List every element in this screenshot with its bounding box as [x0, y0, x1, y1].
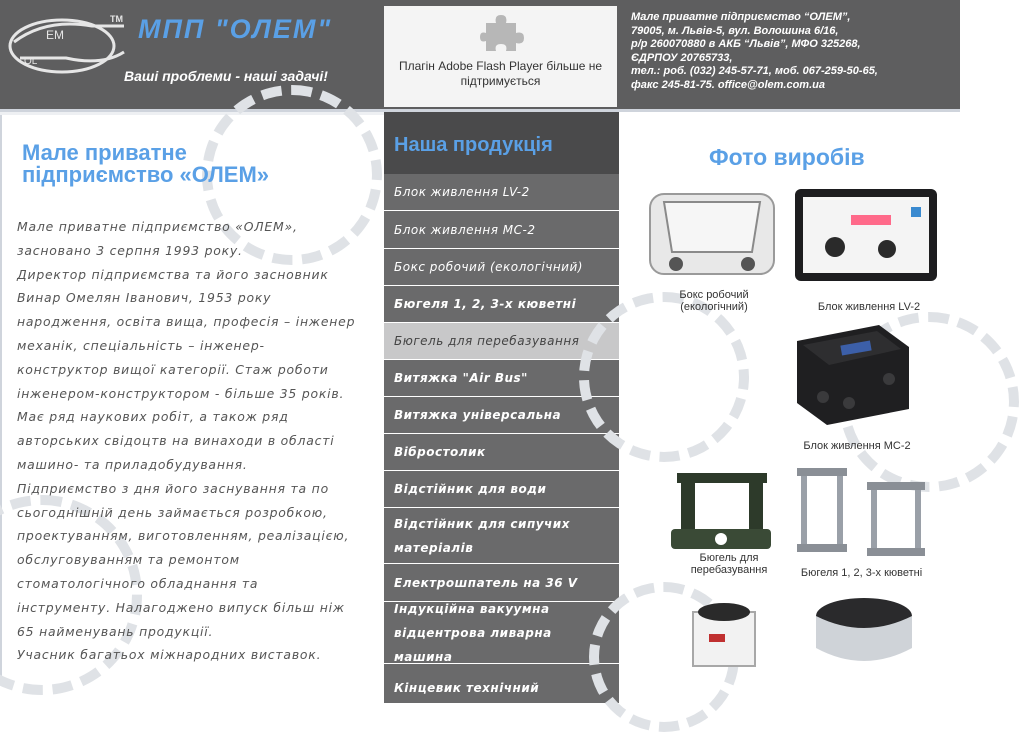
- nav-item-label: Електрошпатель на 36 V: [394, 575, 578, 590]
- about-line: машино- та приладобудування.: [17, 456, 248, 472]
- site-header: [0, 0, 960, 112]
- nav-item-end-switch[interactable]: [384, 664, 619, 704]
- photo-caption: Бюгеля 1, 2, 3-х кюветні: [800, 567, 923, 579]
- nav-item-label: Бюгеля 1, 2, 3-х кюветні: [394, 297, 577, 311]
- photo-power-mc2[interactable]: [789, 317, 914, 427]
- about-line: Винар Омелян Іванович, 1953 року: [17, 290, 272, 306]
- contact-line: факс 245-81-75. office@olem.com.ua: [631, 78, 825, 91]
- nav-item-label: Індукційна вакуумна відцентрова ливарна машина: [394, 601, 552, 664]
- photo-white-device[interactable]: [689, 594, 759, 669]
- nav-item-label: Блок живлення LV-2: [394, 185, 530, 199]
- about-line: стоматологічного обладнання та: [17, 575, 259, 591]
- products-nav-header: [384, 112, 619, 174]
- about-title-line: Мале приватне: [22, 140, 187, 165]
- olem-logo[interactable]: [6, 12, 128, 76]
- photos-title: Фото виробів: [709, 144, 865, 170]
- contact-line: тел.: роб. (032) 245-57-71, моб. 067-259-50-65,: [631, 65, 878, 77]
- about-line: проектуванням, виготовленням, реалізацією,: [17, 528, 350, 544]
- about-line: інженером-конструктором - більше 35 років.: [17, 385, 345, 401]
- svg-text:EM: EM: [46, 28, 64, 42]
- about-line: сьогоднішній день займається розробкою,: [17, 504, 328, 520]
- nav-item-box[interactable]: [384, 249, 619, 286]
- puzzle-plugin-icon: [480, 11, 522, 53]
- photo-round-device[interactable]: [809, 590, 919, 675]
- about-line: авторських свідоцтв на винаходи в області: [17, 433, 335, 449]
- nav-item-vibrotable[interactable]: [384, 434, 619, 471]
- nav-item-water-trap[interactable]: [384, 471, 619, 508]
- about-line: Учасник багатьох міжнародних виставок.: [17, 647, 322, 663]
- about-title-line: підприємство «ОЛЕМ»: [22, 162, 270, 187]
- about-line: механік, спеціальність – інженер-: [17, 337, 265, 353]
- nav-item-lv2[interactable]: [384, 174, 619, 211]
- photo-bugel-123[interactable]: [791, 464, 931, 559]
- photos-section: [619, 112, 960, 682]
- products-nav-title: Наша продукція: [394, 134, 553, 156]
- contact-line: 79005, м. Львів-5, вул. Волошина 6/16,: [631, 24, 839, 37]
- about-line: Підприємство з дня його заснування та по: [17, 480, 329, 496]
- nav-item-label: Бокс робочий (екологічний): [394, 260, 583, 274]
- nav-item-label: Бюгель для перебазування: [394, 334, 580, 348]
- photo-power-lv2[interactable]: [791, 185, 941, 285]
- about-line: Має ряд наукових робіт, а також ряд: [17, 409, 289, 425]
- flash-placeholder: [384, 6, 617, 107]
- about-line: Мале приватне підприємство «ОЛЕМ»,: [17, 219, 298, 234]
- about-line: народження, освіта вища, професія – інженер: [17, 314, 356, 330]
- nav-item-label: Вібростолик: [394, 445, 486, 459]
- about-line: Директор підприємства та його засновник: [17, 266, 329, 282]
- about-line: інструменту. Налагоджено випуск більш ніж: [17, 599, 345, 615]
- svg-text:OL: OL: [24, 56, 38, 67]
- nav-item-label: Відстійник для води: [394, 482, 547, 496]
- nav-item-bulk-trap[interactable]: [384, 508, 619, 564]
- svg-text:TM: TM: [110, 14, 123, 24]
- contact-line: Мале приватне підприємство “ОЛЕМ”,: [631, 11, 851, 23]
- photo-work-box[interactable]: [642, 182, 782, 282]
- about-line: засновано 3 серпня 1993 року.: [17, 242, 243, 258]
- site-brand: МПП "ОЛЕМ": [138, 14, 333, 44]
- nav-item-label: Кінцевик технічний: [394, 681, 540, 695]
- nav-item-label: Блок живлення МС-2: [394, 222, 536, 237]
- about-section: [0, 115, 384, 682]
- nav-item-label: Відстійник для сипучих матеріалів: [394, 516, 570, 555]
- about-title: [22, 142, 269, 186]
- site-slogan: Ваші проблеми - наші задачі!: [124, 68, 328, 84]
- nav-item-label: Витяжка універсальна: [394, 408, 562, 422]
- nav-item-bugel-123[interactable]: [384, 286, 619, 323]
- about-line: конструктор вищої категорії. Стаж роботи: [17, 361, 329, 377]
- about-line: обслуговуванням та ремонтом: [17, 552, 240, 568]
- nav-item-mc2[interactable]: [384, 211, 619, 249]
- contact-line: р/р 260070880 в АКБ “Львів”, МФО 325268,: [631, 38, 861, 50]
- gear-decoration: [579, 292, 749, 462]
- contact-line: ЄДРПОУ 20765733,: [631, 51, 733, 64]
- photo-caption: Блок живлення LV-2: [817, 301, 921, 313]
- photo-caption: Бокс робочий (екологічний): [679, 289, 749, 313]
- contact-info: [631, 11, 953, 92]
- nav-item-label: Витяжка "Air Bus": [394, 371, 528, 385]
- flash-unsupported-message: Плагін Adobe Flash Player більше не підтримується: [398, 59, 603, 88]
- photo-caption: Блок живлення МС-2: [803, 440, 911, 452]
- about-text: [17, 215, 377, 667]
- photo-caption: Бюгель для перебазування: [690, 552, 768, 576]
- nav-item-casting-machine[interactable]: [384, 602, 619, 664]
- about-line: 65 найменувань продукції.: [17, 623, 214, 639]
- photo-bugel-rebase[interactable]: [669, 467, 774, 552]
